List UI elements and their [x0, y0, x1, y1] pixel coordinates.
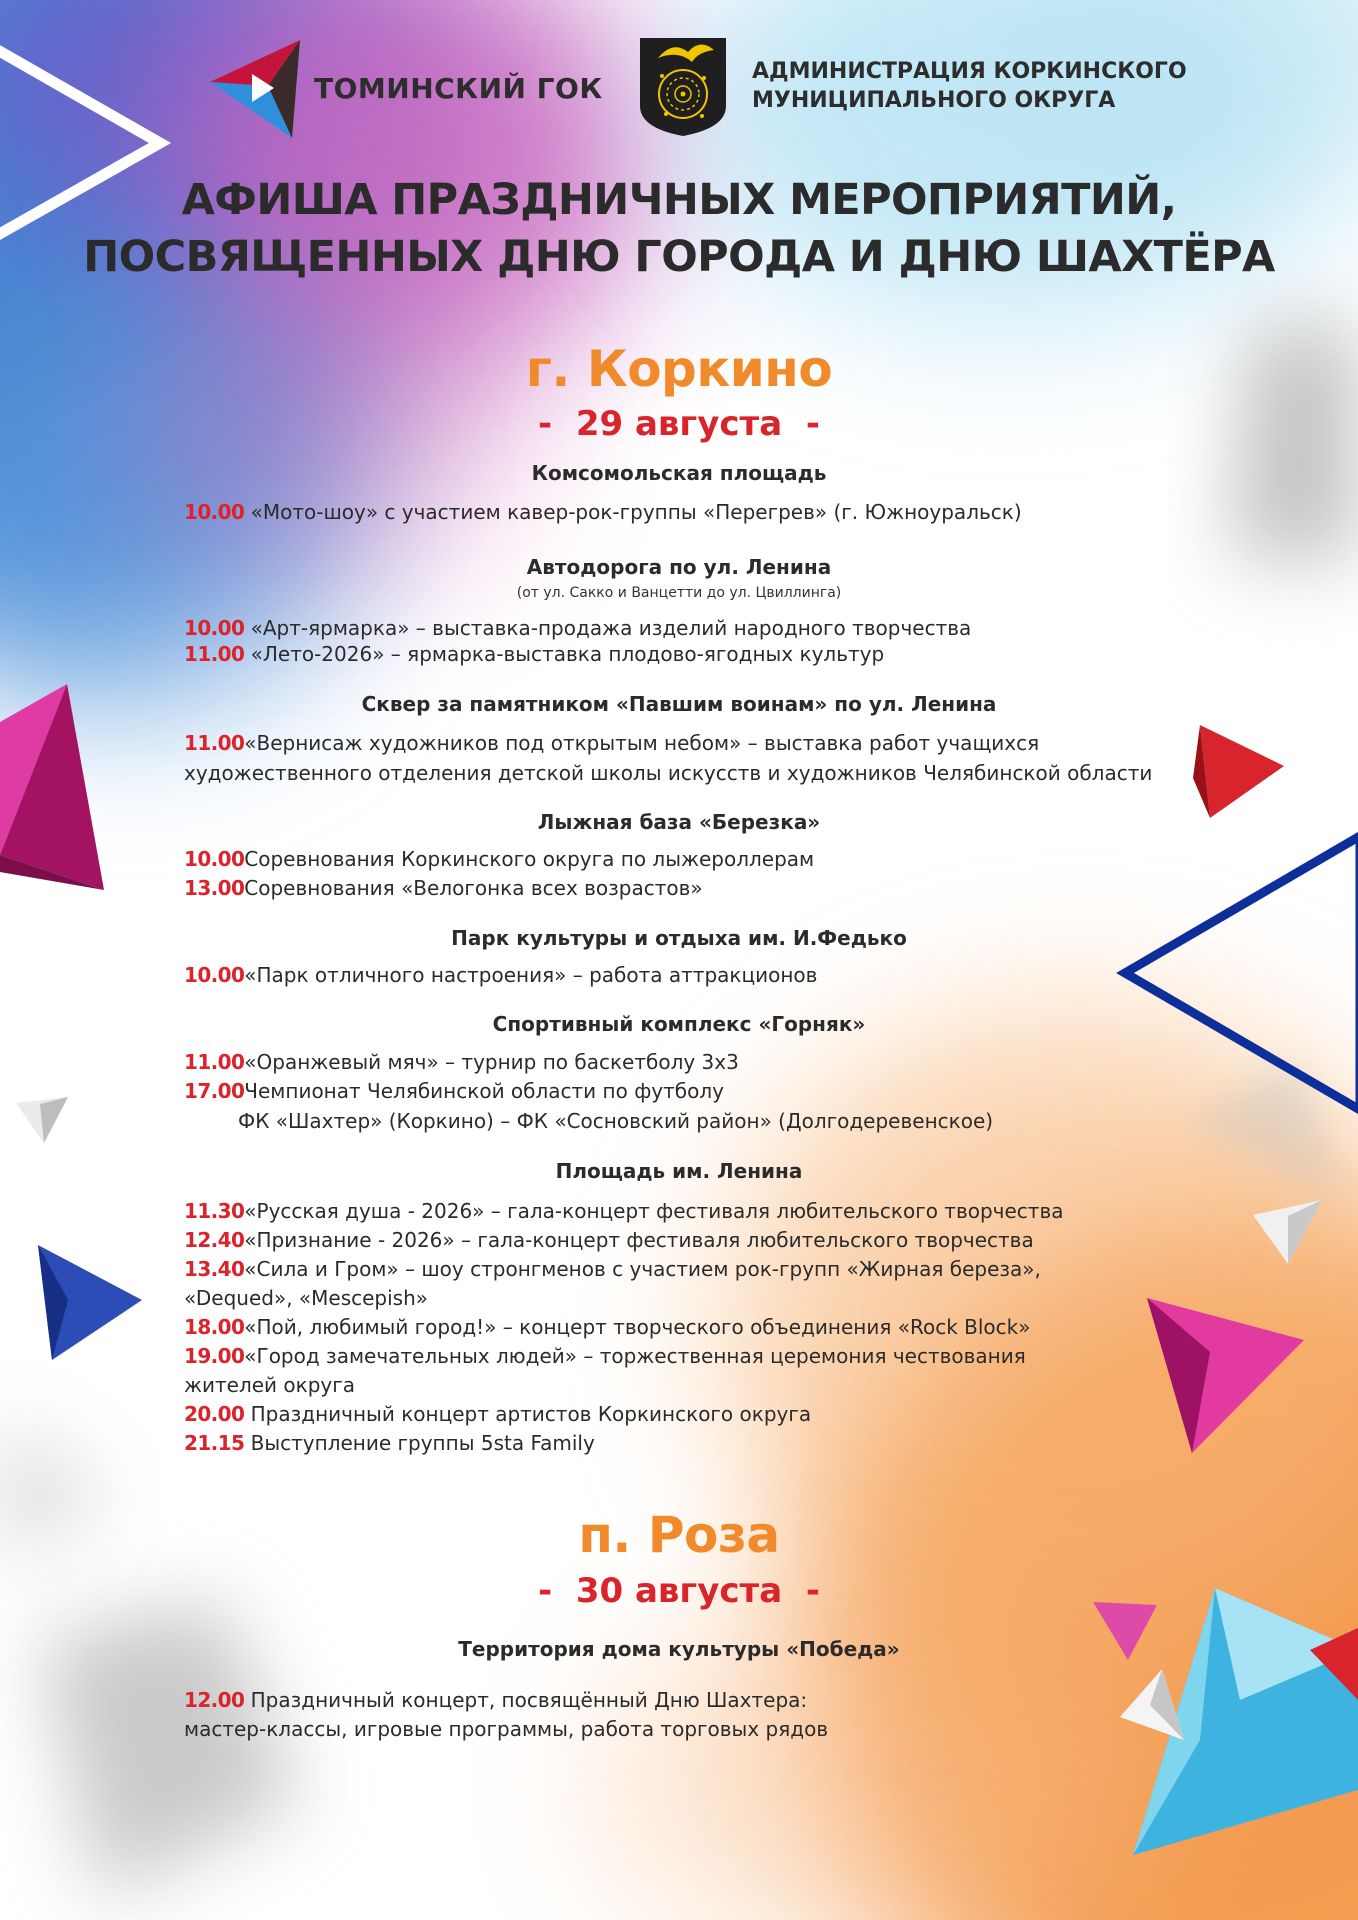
event-text: Праздничный концерт артистов Коркинского округа — [244, 1402, 812, 1426]
event-time: 10.00 — [184, 500, 245, 524]
administration-name-line1: АДМИНИСТРАЦИЯ КОРКИНСКОГО — [752, 59, 1187, 84]
event-text: «Признание - 2026» – гала-концерт фестиваля любительского творчества — [244, 1228, 1034, 1252]
event-continuation: мастер-классы, игровые программы, работа торговых рядов — [184, 1717, 829, 1741]
event-item — [184, 1400, 811, 1428]
event-item — [184, 1255, 1041, 1283]
administration-logo — [638, 36, 1187, 136]
event-text: «Пой, любимый город!» – концерт творческого объединения «Rock Block» — [244, 1315, 1031, 1339]
page-title-line1: АФИША ПРАЗДНИЧНЫХ МЕРОПРИЯТИЙ, — [181, 175, 1177, 225]
event-item — [184, 614, 971, 642]
event-time: 10.00 — [184, 847, 245, 871]
event-time: 11.30 — [184, 1199, 245, 1223]
event-time: 20.00 — [184, 1402, 245, 1426]
event-time: 12.40 — [184, 1228, 245, 1252]
event-item — [184, 1686, 807, 1714]
city-heading-roza: п. Роза — [578, 1506, 780, 1564]
event-continuation: «Dequed», «Mescepish» — [184, 1286, 429, 1310]
event-text: «Город замечательных людей» – торжественная церемония чествования — [244, 1344, 1026, 1368]
event-item — [184, 1197, 1063, 1225]
event-time: 13.00 — [184, 876, 245, 900]
event-text: Соревнования «Велогонка всех возрастов» — [244, 876, 703, 900]
event-text: «Вернисаж художников под открытым небом» – выставка работ учащихся — [244, 731, 1040, 755]
venue-title: Автодорога по ул. Ленина — [526, 555, 832, 579]
event-text: «Арт-ярмарка» – выставка-продажа изделий народного творчества — [244, 616, 972, 640]
event-time: 12.00 — [184, 1688, 245, 1712]
event-text: «Лето-2026» – ярмарка-выставка плодово-ягодных культур — [244, 642, 885, 666]
event-text: «Парк отличного настроения» – работа аттракционов — [244, 963, 818, 987]
event-time: 13.40 — [184, 1257, 245, 1281]
event-item — [184, 845, 814, 873]
event-item — [184, 1048, 739, 1076]
event-text: «Оранжевый мяч» – турнир по баскетболу 3х3 — [244, 1050, 739, 1074]
venue-title: Лыжная база «Березка» — [537, 810, 821, 834]
event-time: 10.00 — [184, 616, 245, 640]
tominsky-gok-logo — [210, 38, 603, 138]
event-item — [184, 1342, 1026, 1370]
administration-name-line2: МУНИЦИПАЛЬНОГО ОКРУГА — [752, 88, 1116, 113]
event-text: Выступление группы 5sta Family — [244, 1431, 595, 1455]
event-time: 10.00 — [184, 963, 245, 987]
event-item — [184, 498, 1022, 526]
event-continuation: ФК «Шахтер» (Коркино) – ФК «Сосновский район» (Долгодеревенское) — [238, 1109, 994, 1133]
event-item — [184, 1313, 1030, 1341]
event-item — [184, 1077, 724, 1105]
event-text: Соревнования Коркинского округа по лыжероллерам — [244, 847, 815, 871]
event-time: 19.00 — [184, 1344, 245, 1368]
korkino-coat-of-arms-icon — [638, 36, 728, 136]
page-title-line2: ПОСВЯЩЕННЫХ ДНЮ ГОРОДА И ДНЮ ШАХТЁРА — [83, 232, 1275, 282]
venue-title: Комсомольская площадь — [531, 461, 827, 485]
venue-title: Площадь им. Ленина — [555, 1159, 803, 1183]
event-text: «Сила и Гром» – шоу стронгменов с участием рок-групп «Жирная береза», — [244, 1257, 1041, 1281]
event-item — [184, 1226, 1034, 1254]
date-heading-roza: - 30 августа - — [538, 1571, 820, 1611]
date-heading-korkino: - 29 августа - — [538, 404, 820, 444]
tominsky-gok-brand-text: ТОМИНСКИЙ ГОК — [314, 71, 603, 105]
event-text: Чемпионат Челябинской области по футболу — [244, 1079, 724, 1103]
venue-title: Территория дома культуры «Победа» — [458, 1637, 900, 1661]
venue-title: Спортивный комплекс «Горняк» — [492, 1012, 866, 1036]
event-text: «Русская душа - 2026» – гала-концерт фестиваля любительского творчества — [244, 1199, 1064, 1223]
page-title — [0, 172, 1358, 286]
event-item — [184, 961, 817, 989]
event-time: 17.00 — [184, 1079, 245, 1103]
event-continuation: художественного отделения детской школы искусств и художников Челябинской области — [184, 761, 1153, 785]
tominsky-gok-triangle-icon — [210, 38, 300, 138]
event-text: «Мото-шоу» с участием кавер-рок-группы «Перегрев» (г. Южноуральск) — [244, 500, 1022, 524]
event-item — [184, 729, 1039, 757]
event-time: 11.00 — [184, 1050, 245, 1074]
event-item — [184, 1429, 595, 1457]
event-text: Праздничный концерт, посвящённый Дню Шахтера: — [244, 1688, 808, 1712]
venue-title: Парк культуры и отдыха им. И.Федько — [451, 926, 907, 950]
administration-name — [752, 57, 1187, 115]
event-continuation: жителей округа — [184, 1373, 356, 1397]
venue-title: Сквер за памятником «Павшим воинам» по ул. Ленина — [361, 692, 997, 716]
event-time: 21.15 — [184, 1431, 245, 1455]
event-item — [184, 640, 884, 668]
event-time: 11.00 — [184, 642, 245, 666]
city-heading-korkino: г. Коркино — [525, 340, 833, 398]
event-item — [184, 874, 703, 902]
venue-note: (от ул. Сакко и Ванцетти до ул. Цвиллинга) — [516, 585, 842, 601]
event-time: 18.00 — [184, 1315, 245, 1339]
event-time: 11.00 — [184, 731, 245, 755]
